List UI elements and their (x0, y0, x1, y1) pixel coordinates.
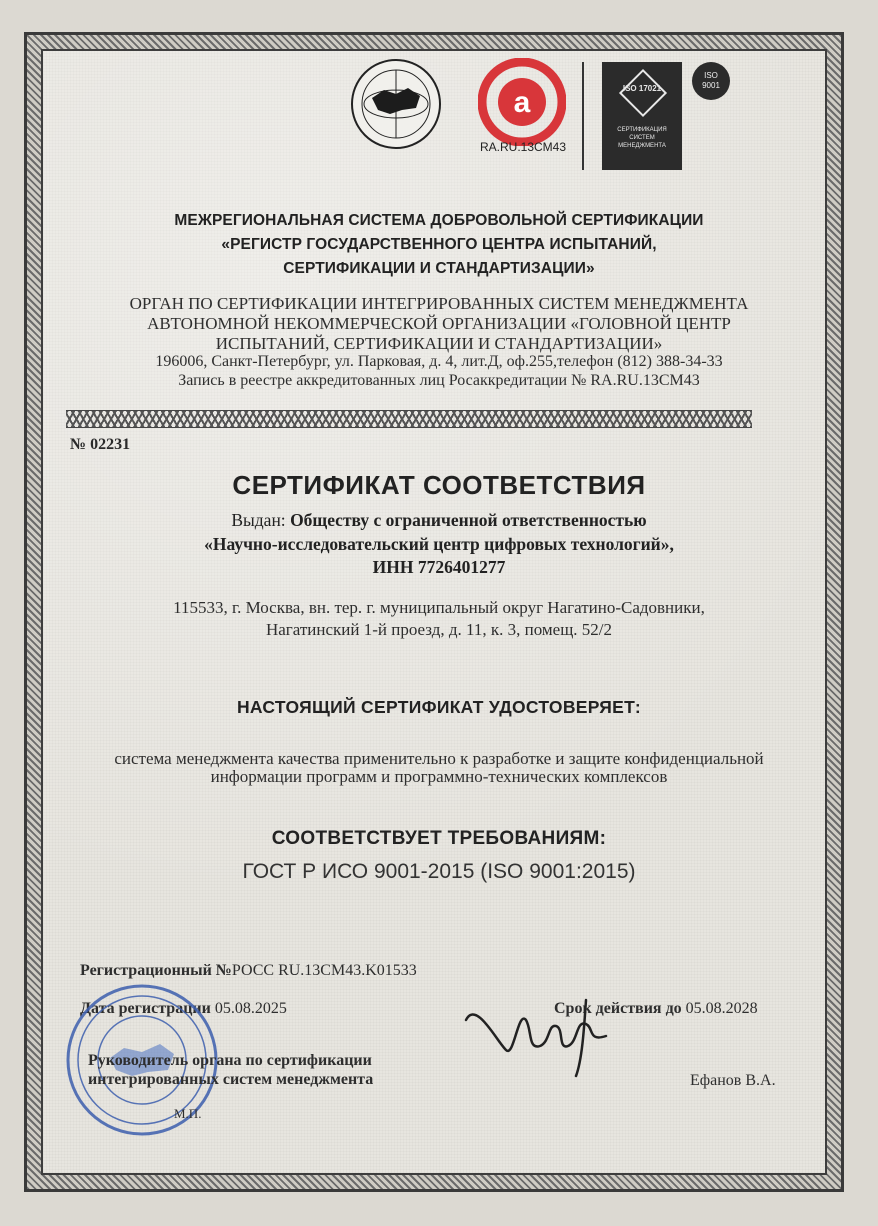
svg-text:a: a (513, 86, 531, 119)
issued-to-inn: ИНН 7726401277 (372, 557, 506, 577)
registration-date-value: 05.08.2025 (214, 1000, 287, 1017)
globe-russia-logo (350, 58, 442, 150)
registration-number (80, 962, 417, 980)
organ-line1: ОРГАН ПО СЕРТИФИКАЦИИ ИНТЕГРИРОВАННЫХ СИСТЕМ МЕНЕДЖМЕНТА (129, 294, 749, 313)
registration-date-label: Дата регистрации (80, 1000, 211, 1017)
scope-line2: информации программ и программно-технических комплексов (210, 767, 668, 786)
stamp-mark: М.П. (174, 1106, 202, 1121)
holder-address-line1: 115533, г. Москва, вн. тер. г. муниципальный округ Нагатино-Садовники, (173, 598, 705, 617)
certificate-number: № 02231 (70, 436, 131, 453)
accreditation-ra-logo (478, 58, 566, 146)
certifies-heading: НАСТОЯЩИЙ СЕРТИФИКАТ УДОСТОВЕРЯЕТ: (236, 697, 642, 717)
issued-label: Выдан: (231, 510, 286, 530)
accreditation-code: RA.RU.13CM43 (479, 140, 567, 154)
registration-label: Регистрационный № (80, 962, 232, 979)
signature (436, 980, 626, 1080)
registration-value: РОСС RU.13CM43.K01533 (231, 962, 417, 979)
diamond-icon (619, 69, 667, 117)
head-title-line1: Руководитель органа по сертификации (88, 1052, 372, 1069)
certification-mark-logo (602, 62, 682, 170)
system-name-line2: «РЕГИСТР ГОСУДАРСТВЕННОГО ЦЕНТРА ИСПЫТАНИЙ, (221, 236, 657, 253)
iso-badge-bottom: 9001 (702, 81, 720, 90)
scope-line1: система менеджмента качества применительно к разработке и защите конфиденциальной (114, 749, 764, 768)
conforms-heading: СООТВЕТСТВУЕТ ТРЕБОВАНИЯМ: (271, 828, 607, 849)
system-name-line1: МЕЖРЕГИОНАЛЬНАЯ СИСТЕМА ДОБРОВОЛЬНОЙ СЕРТИФИКАЦИИ (174, 212, 704, 229)
certificate-title: СЕРТИФИКАТ СООТВЕТСТВИЯ (232, 470, 646, 500)
iso-badge-top: ISO (704, 71, 718, 80)
system-name-line3: СЕРТИФИКАЦИИ И СТАНДАРТИЗАЦИИ» (283, 260, 595, 277)
issued-to-name: Обществу с ограниченной ответственностью (290, 510, 647, 530)
validity-value: 05.08.2028 (685, 1000, 758, 1017)
validity-label: Срок действия до (554, 1000, 682, 1017)
issued-to-line1 (0, 510, 878, 531)
head-title-line2: интегрированных систем менеджмента (88, 1071, 374, 1088)
logo-divider (582, 62, 584, 170)
certification-mark-number: ISO 17021 (622, 84, 662, 93)
organ-address: 196006, Санкт-Петербург, ул. Парковая, д. 4, лит.Д, оф.255,телефон (812) 388-34-33 (155, 353, 723, 370)
organ-line2: АВТОНОМНОЙ НЕКОММЕРЧЕСКОЙ ОРГАНИЗАЦИИ «ГОЛОВНОЙ ЦЕНТР (147, 314, 731, 333)
issued-to-line2: «Научно-исследовательский центр цифровых технологий», (204, 534, 674, 554)
standard-name: ГОСТ Р ИСО 9001-2015 (ISO 9001:2015) (242, 860, 636, 883)
organ-line3: ИСПЫТАНИЙ, СЕРТИФИКАЦИИ И СТАНДАРТИЗАЦИИ» (215, 334, 663, 353)
ornamental-divider (66, 410, 752, 428)
iso-badge (692, 62, 730, 100)
organ-registry: Запись в реестре аккредитованных лиц Росаккредитации № RA.RU.13CM43 (178, 372, 700, 389)
signatory-name: Ефанов В.А. (690, 1072, 776, 1089)
certification-mark-caption: СЕРТИФИКАЦИЯ СИСТЕМ МЕНЕДЖМЕНТА (617, 127, 667, 149)
holder-address-line2: Нагатинский 1-й проезд, д. 11, к. 3, помещ. 52/2 (265, 620, 613, 639)
